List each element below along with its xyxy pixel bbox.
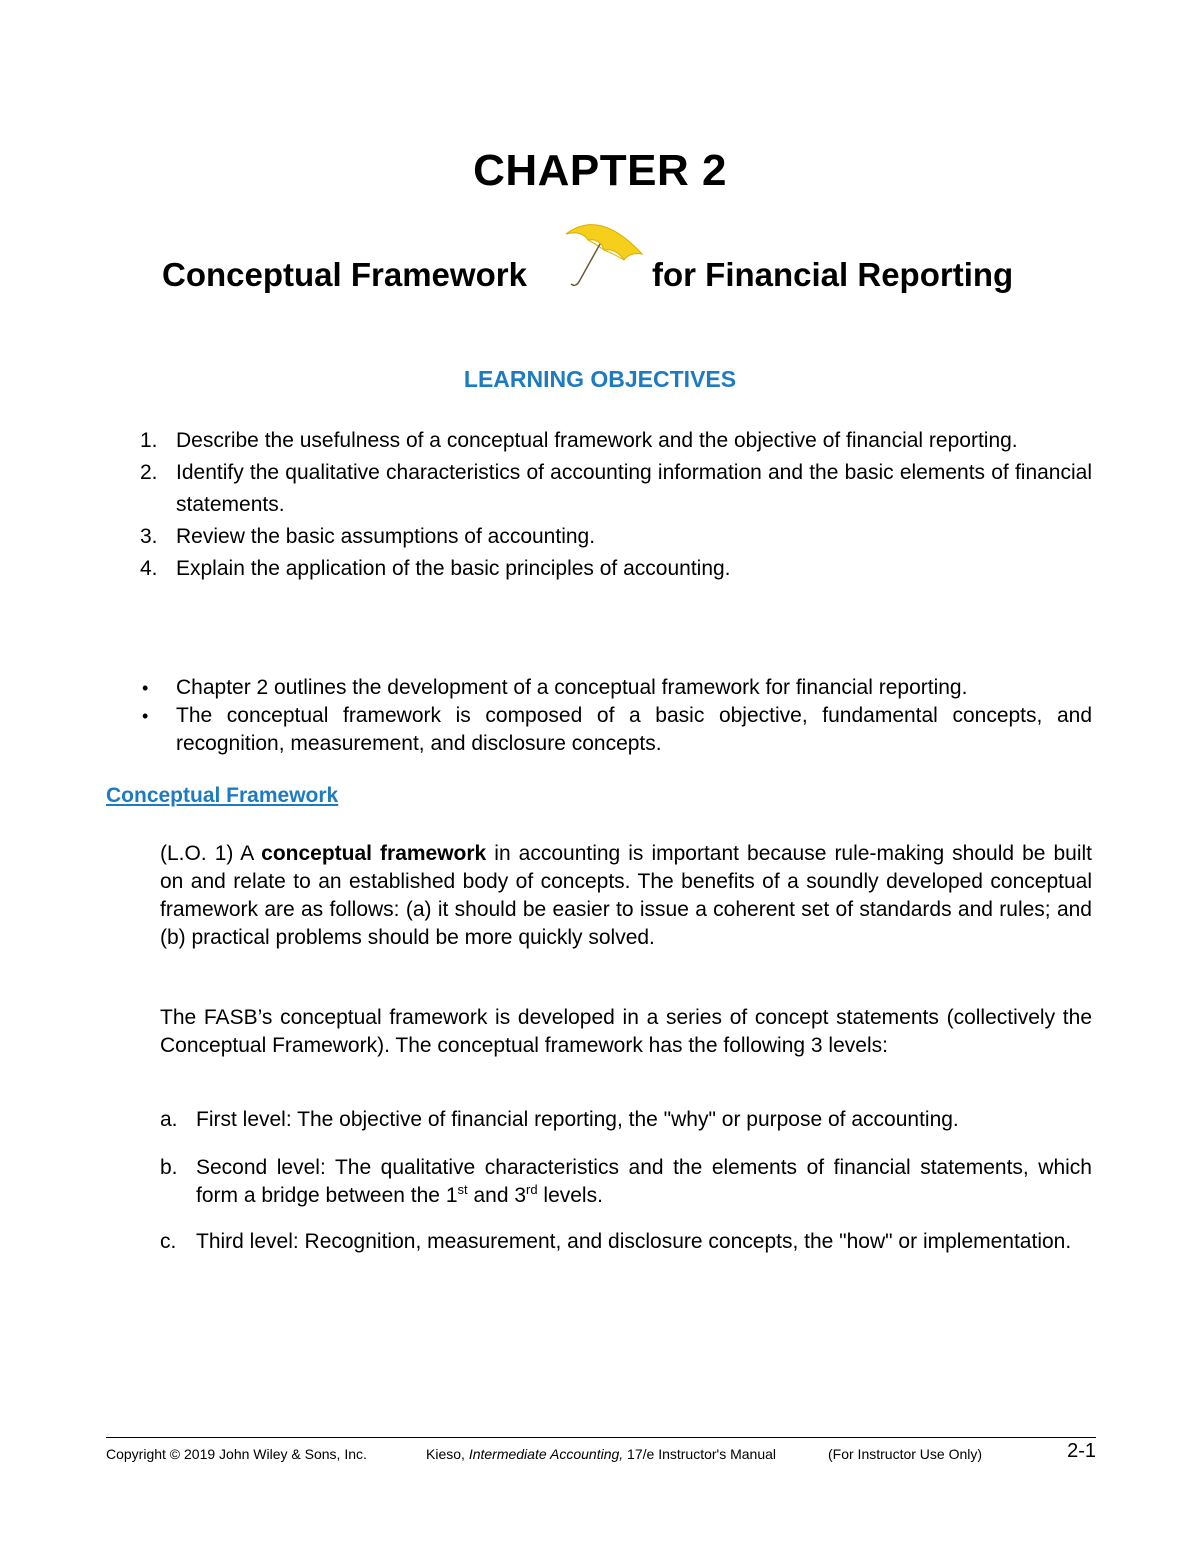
objective-item	[140, 553, 1092, 585]
paragraph-conceptual-framework	[160, 840, 1092, 952]
level-item	[160, 1154, 1092, 1210]
footer-book-title: Intermediate Accounting,	[468, 1446, 624, 1462]
subtitle-right: for Financial Reporting	[652, 256, 1014, 293]
level-letter: a.	[160, 1108, 178, 1131]
learning-objectives-list	[140, 425, 1092, 585]
objective-number: 2.	[140, 461, 158, 484]
page-footer	[106, 1440, 1096, 1476]
level-text-part: and 3	[467, 1184, 527, 1207]
summary-bullet	[140, 702, 1092, 758]
bullet-text: The conceptual framework is composed of a basic objective, fundamental concepts, and recognition, measurement, and disclosure concepts.	[176, 704, 1092, 755]
objective-item	[140, 521, 1092, 553]
level-letter: b.	[160, 1156, 178, 1179]
objective-item	[140, 457, 1092, 521]
level-list-item-b	[160, 1154, 1092, 1210]
paragraph-bold-term: conceptual framework	[261, 842, 487, 865]
objective-number: 1.	[140, 429, 158, 452]
bullet-icon: •	[142, 678, 149, 698]
summary-bullets	[140, 674, 1092, 758]
level-text-part: Second level: The qualitative characteristics and the elements of financial statements, which form a bridge between the 1	[196, 1156, 1092, 1207]
paragraph-rest: in accounting is important because rule-making should be built on and relate to an established body of concepts. The benefits of a soundly developed conceptual framework are as follows: (a) it should be easier to issue a coherent set of standards and rules; and (b) practical problems should be more quickly solved.	[160, 842, 1093, 949]
level-text: Third level: Recognition, measurement, and disclosure concepts, the "how" or implementation.	[196, 1230, 1072, 1253]
paragraph-prefix: (L.O. 1) A	[160, 842, 262, 865]
footer-book	[426, 1446, 776, 1462]
umbrella-icon	[560, 214, 646, 290]
footer-divider	[106, 1437, 1096, 1438]
footer-book-suffix: 17/e Instructor's Manual	[623, 1446, 777, 1462]
bullet-icon: •	[142, 706, 149, 726]
level-text-part: levels.	[537, 1184, 603, 1207]
paragraph-fasb: The FASB’s conceptual framework is developed in a series of concept statements (collectively the Conceptual Framework). The conceptual framework has the following 3 levels:	[160, 1006, 1092, 1057]
page-number: 2-1	[1067, 1440, 1096, 1462]
chapter-title: CHAPTER 2	[473, 146, 727, 195]
summary-bullet	[140, 674, 1092, 702]
objective-text: Identify the qualitative characteristics of accounting information and the basic elements of financial statements.	[176, 461, 1092, 516]
level-letter: c.	[160, 1230, 177, 1253]
superscript-rd: rd	[526, 1182, 538, 1197]
section-heading-conceptual-framework[interactable]: Conceptual Framework	[106, 784, 339, 807]
superscript-st: st	[457, 1182, 468, 1197]
level-list-item-a	[160, 1106, 1092, 1134]
subtitle-left: Conceptual Framework	[162, 256, 527, 293]
objective-item	[140, 425, 1092, 457]
learning-objectives-heading: LEARNING OBJECTIVES	[463, 366, 737, 392]
objective-number: 3.	[140, 525, 158, 548]
level-text: First level: The objective of financial reporting, the "why" or purpose of accounting.	[196, 1108, 959, 1131]
footer-copyright: Copyright © 2019 John Wiley & Sons, Inc.	[106, 1446, 367, 1462]
objective-number: 4.	[140, 557, 158, 580]
footer-book-prefix: Kieso,	[426, 1446, 469, 1462]
level-list-item-c	[160, 1228, 1092, 1256]
objective-text: Explain the application of the basic principles of accounting.	[176, 557, 731, 580]
level-item	[160, 1106, 1092, 1134]
bullet-text: Chapter 2 outlines the development of a conceptual framework for financial reporting.	[176, 676, 968, 699]
objective-text: Describe the usefulness of a conceptual framework and the objective of financial reporting.	[176, 429, 1018, 452]
objective-text: Review the basic assumptions of accounting.	[176, 525, 596, 548]
level-item	[160, 1228, 1092, 1256]
footer-usage: (For Instructor Use Only)	[828, 1446, 983, 1462]
